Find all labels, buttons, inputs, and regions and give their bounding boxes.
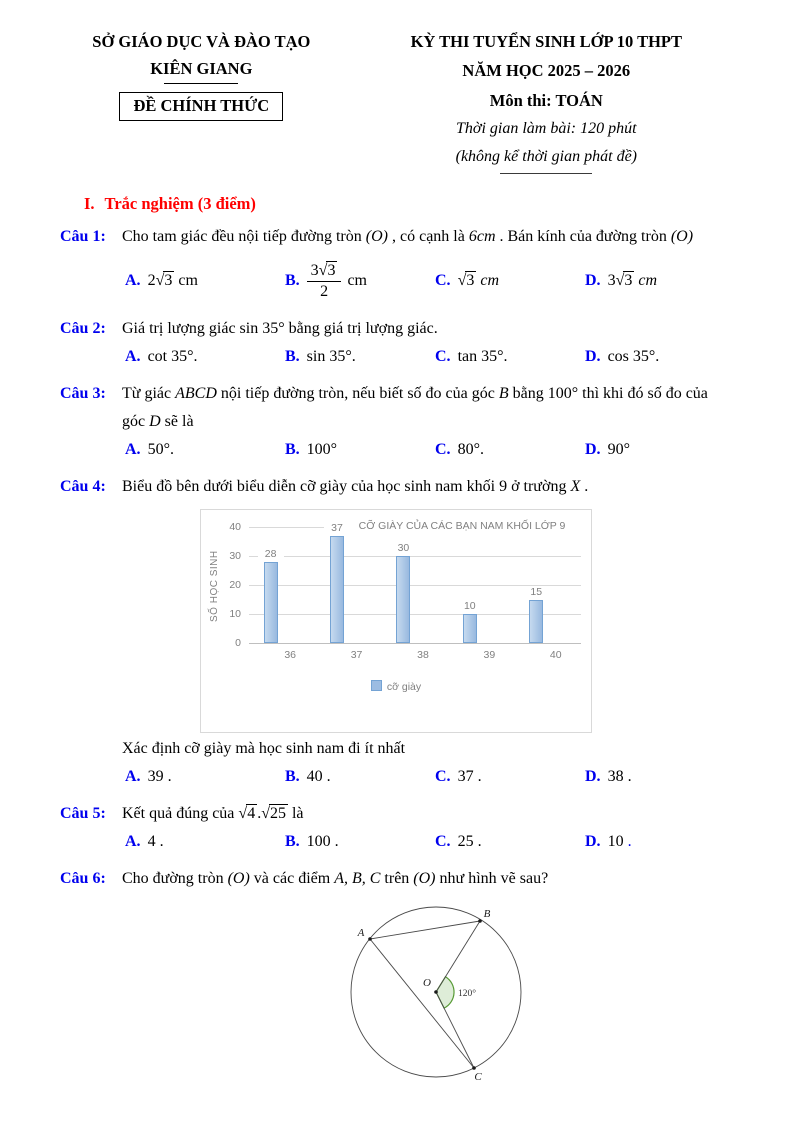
answer-option: [125, 828, 285, 856]
duration-note: (không kể thời gian phát đề): [455, 148, 637, 165]
chord-AB: [370, 921, 480, 939]
y-tick-label: 10: [229, 608, 241, 620]
bar-value-label: 28: [258, 548, 284, 560]
legend-swatch-icon: [371, 680, 382, 691]
question-1-options: [125, 256, 736, 306]
question-4-spacer: [60, 735, 122, 763]
angle-value-label: 120°: [458, 989, 477, 999]
question-1-body: [122, 223, 736, 251]
point-O-dot: [434, 990, 438, 994]
option-letter: C.: [435, 833, 451, 850]
option-text: 10 .: [607, 833, 632, 850]
question-4-label: Câu 4:: [60, 478, 106, 495]
text-line: Xác định cỡ giày mà học sinh nam đi ít nhất: [122, 740, 406, 757]
bar-size-38: [396, 556, 410, 643]
answer-option: [125, 267, 285, 295]
bar-size-39: [463, 614, 477, 643]
text-line: Từ giác ABCD nội tiếp đường tròn, nếu biết số đo của góc B bằng 100° thì khi đó số đo của: [122, 385, 708, 402]
option-text: 90°: [607, 441, 630, 458]
question-4-options: [125, 763, 736, 791]
point-A-label: A: [357, 927, 365, 939]
section-title: Trắc nghiệm (3 điểm): [104, 194, 256, 213]
option-letter: B.: [285, 833, 300, 850]
chart-title: CỠ GIÀY CỦA CÁC BẠN NAM KHỐI LỚP 9: [341, 520, 583, 532]
answer-option: [585, 436, 736, 464]
answer-option: [585, 343, 736, 371]
text-line: Cho tam giác đều nội tiếp đường tròn (O) , có cạnh là 6cm . Bán kính của đường tròn (O): [122, 228, 694, 245]
y-tick-label: 0: [235, 637, 241, 649]
answer-option: [585, 763, 736, 791]
y-tick-label: 40: [229, 521, 241, 533]
answer-option: [285, 343, 435, 371]
gridline: [249, 643, 581, 644]
point-B-label: B: [483, 908, 491, 920]
question-5-label: Câu 5:: [60, 805, 106, 822]
answer-option: [285, 828, 435, 856]
option-text: 3√3 cm: [607, 272, 657, 289]
x-tick-label: 38: [417, 649, 429, 661]
option-text: cos 35°.: [607, 348, 660, 365]
school-year: NĂM HỌC 2025 – 2026: [462, 61, 631, 80]
answer-option: [435, 267, 585, 295]
option-letter: C.: [435, 441, 451, 458]
text-line: Giá trị lượng giác sin 35° bằng giá trị lượng giác.: [122, 320, 438, 337]
duration: Thời gian làm bài: 120 phút: [456, 120, 637, 137]
chart-y-axis-label: SỐ HỌC SINH: [209, 550, 220, 622]
chart-x-labels: [249, 649, 581, 663]
text-line: Kết quả đúng của √4 .√25 là: [122, 805, 304, 822]
question-3-body: [122, 380, 736, 436]
shoe-size-chart: [200, 509, 592, 733]
circle-diagram-svg: [330, 899, 532, 1085]
option-letter: D.: [585, 441, 601, 458]
option-text: 100 .: [306, 833, 339, 850]
point-C-dot: [472, 1066, 476, 1070]
official-exam-badge: ĐỀ CHÍNH THỨC: [119, 92, 283, 121]
question-2-label: Câu 2:: [60, 320, 106, 337]
option-text: $\frac{3√3}{2}$ cm: [307, 272, 367, 289]
question-1: [60, 223, 736, 306]
option-letter: D.: [585, 768, 601, 785]
answer-option: [125, 763, 285, 791]
option-text: 4 .: [147, 833, 164, 850]
option-letter: B.: [285, 441, 300, 458]
question-4-body: [122, 473, 736, 501]
option-text: 80°.: [457, 441, 484, 458]
option-letter: A.: [125, 833, 141, 850]
question-3-options: [125, 436, 736, 464]
bar-size-37: [330, 536, 344, 643]
option-text: 100°: [306, 441, 338, 458]
option-text: tan 35°.: [457, 348, 508, 365]
text-line: góc D sẽ là: [122, 413, 194, 430]
question-6-body: [122, 865, 736, 893]
question-2-body: [122, 315, 736, 343]
question-3-label: Câu 3:: [60, 385, 106, 402]
option-text: 38 .: [607, 768, 632, 785]
question-4-subtext: [122, 735, 736, 763]
chart-y-ticks: [219, 521, 243, 649]
circle-diagram: [330, 899, 736, 1085]
y-tick-label: 20: [229, 579, 241, 591]
x-tick-label: 39: [483, 649, 496, 661]
subject: Môn thi: TOÁN: [489, 91, 603, 110]
bar-value-label: 37: [324, 522, 350, 534]
question-5-body: [122, 800, 736, 828]
answer-option: [285, 436, 435, 464]
bar-size-36: [264, 562, 278, 643]
question-5: [60, 800, 736, 856]
answer-option: [435, 436, 585, 464]
option-letter: B.: [285, 768, 300, 785]
question-4: [60, 473, 736, 791]
answer-option: [435, 343, 585, 371]
option-letter: C.: [435, 768, 451, 785]
option-letter: D.: [585, 348, 601, 365]
option-letter: A.: [125, 441, 141, 458]
question-2: [60, 315, 736, 371]
text-line: Cho đường tròn (O) và các điểm A, B, C trên (O) như hình vẽ sau?: [122, 870, 549, 887]
option-letter: A.: [125, 348, 141, 365]
question-6: [60, 865, 736, 1085]
x-tick-label: 37: [350, 649, 363, 661]
x-tick-label: 40: [549, 649, 562, 661]
option-text: 2√3 cm: [147, 272, 198, 289]
option-letter: B.: [285, 271, 300, 289]
option-letter: D.: [585, 833, 601, 850]
question-6-label: Câu 6:: [60, 870, 106, 887]
point-C-label: C: [474, 1071, 482, 1083]
bar-value-label: 15: [523, 586, 549, 598]
angle-wedge-120: [436, 977, 454, 1008]
option-text: 40 .: [306, 768, 331, 785]
option-letter: C.: [435, 272, 451, 289]
answer-option: [125, 436, 285, 464]
x-tick-label: 36: [284, 649, 296, 661]
radius-OB: [436, 921, 480, 992]
question-1-label: Câu 1:: [60, 228, 106, 245]
answer-option: [435, 763, 585, 791]
gridline: [249, 556, 581, 557]
point-B-dot: [478, 919, 482, 923]
chord-AC: [370, 939, 477, 1068]
option-letter: D.: [585, 272, 601, 289]
answer-option: [285, 763, 435, 791]
legend-label: cỡ giày: [386, 681, 422, 693]
header-right: [357, 24, 736, 174]
header: [60, 24, 736, 174]
y-tick-label: 30: [229, 550, 241, 562]
exam-title: KỲ THI TUYỂN SINH LỚP 10 THPT: [410, 32, 682, 51]
bar-size-40: [529, 600, 543, 644]
answer-option: [125, 343, 285, 371]
point-A-dot: [368, 937, 372, 941]
option-letter: A.: [125, 768, 141, 785]
answer-option: [585, 828, 736, 856]
bar-value-label: 10: [457, 600, 483, 612]
option-letter: C.: [435, 348, 451, 365]
section-number: I.: [84, 194, 95, 213]
option-text: 50°.: [147, 441, 174, 458]
answer-option: [435, 828, 585, 856]
question-3: [60, 380, 736, 464]
header-left: [60, 24, 343, 174]
option-letter: A.: [125, 272, 141, 289]
section-heading: [84, 194, 736, 214]
option-text: √3 cm: [457, 272, 499, 289]
question-2-options: [125, 343, 736, 371]
answer-option: [285, 261, 435, 300]
bar-value-label: 30: [390, 542, 416, 554]
option-text: 37 .: [457, 768, 482, 785]
option-letter: B.: [285, 348, 300, 365]
option-text: cot 35°.: [147, 348, 198, 365]
department-title: SỞ GIÁO DỤC VÀ ĐÀO TẠO: [92, 32, 311, 51]
header-rule: [500, 173, 592, 174]
question-5-options: [125, 828, 736, 856]
radius-OC: [436, 992, 474, 1068]
answer-option: [585, 267, 736, 295]
chart-legend: [201, 680, 591, 693]
option-text: sin 35°.: [306, 348, 356, 365]
option-text: 39 .: [147, 768, 172, 785]
province-name: KIÊN GIANG: [150, 59, 253, 78]
text-line: Biểu đồ bên dưới biểu diễn cỡ giày của học sinh nam khối 9 ở trường X .: [122, 478, 589, 495]
point-O-label: O: [423, 977, 431, 989]
option-text: 25 .: [457, 833, 482, 850]
